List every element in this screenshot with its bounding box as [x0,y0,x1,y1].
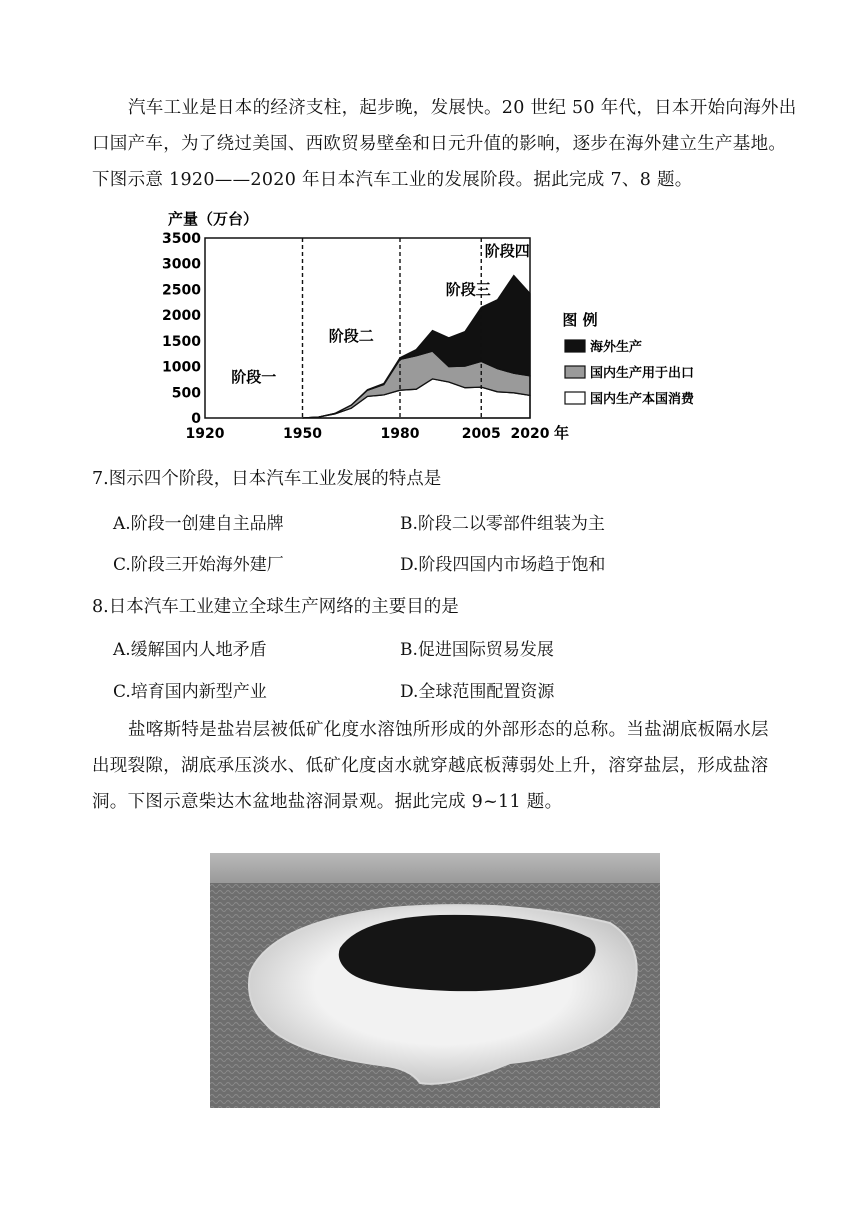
intro1-line3: 下图示意 1920——2020 年日本汽车工业的发展阶段。据此完成 7、8 题。 [92,170,693,190]
question-8-stem: 8.日本汽车工业建立全球生产网络的主要目的是 [92,597,459,617]
intro-paragraph-cars [92,90,797,198]
salt-cave-photo [210,853,660,1108]
car-production-chart [160,200,695,450]
question-7-option-d: D.阶段四国内市场趋于饱和 [400,555,606,575]
y-tick-label: 3000 [162,256,201,273]
question-8-option-b: B.促进国际贸易发展 [400,640,554,660]
intro-paragraph-salt-karst [92,712,792,820]
intro2-line2: 出现裂隙，湖底承压淡水、低矿化度卤水就穿越底板薄弱处上升，溶穿盐层，形成盐溶 [92,756,769,776]
y-tick-label: 500 [171,385,201,402]
intro1-line2: 口国产车，为了绕过美国、西欧贸易壁垒和日元升值的影响，逐步在海外建立生产基地。 [92,134,787,154]
x-tick-label: 1980 [380,426,420,442]
x-tick-label: 2020 [510,426,550,442]
intro2-line1: 盐喀斯特是盐岩层被低矿化度水溶蚀所形成的外部形态的总称。当盐湖底板隔水层 [128,720,769,740]
y-tick-label: 1500 [162,333,201,350]
legend-label: 国内生产本国消费 [590,392,695,407]
y-tick-label: 0 [191,411,201,427]
x-tick-label: 1950 [283,426,322,442]
y-tick-label: 3500 [162,231,201,247]
question-7-option-a: A.阶段一创建自主品牌 [113,514,284,534]
y-tick-label: 1000 [162,359,201,376]
stage-label: 阶段四 [484,242,530,260]
legend-label: 国内生产用于出口 [590,366,695,381]
stage-label: 阶段三 [445,280,491,299]
x-tick-label: 1920 [185,426,225,442]
question-8-option-c: C.培育国内新型产业 [113,682,267,702]
x-tick-label: 2005 [461,426,501,442]
question-7-stem: 7.图示四个阶段，日本汽车工业发展的特点是 [92,469,442,489]
y-tick-label: 2500 [162,282,201,299]
legend-title: 图 例 [562,311,598,329]
legend-label: 海外生产 [590,340,643,355]
legend-swatch [565,340,585,352]
y-axis-label: 产量（万台） [168,210,259,228]
question-7-option-c: C.阶段三开始海外建厂 [113,555,284,575]
question-8-option-d: D.全球范围配置资源 [400,682,555,702]
x-axis-unit: 年 [554,424,570,442]
y-tick-label: 2000 [162,308,201,325]
stage-label: 阶段一 [231,368,277,386]
question-8-option-a: A.缓解国内人地矛盾 [113,640,267,660]
intro2-line3: 洞。下图示意柴达木盆地盐溶洞景观。据此完成 9~11 题。 [92,792,563,812]
question-7-option-b: B.阶段二以零部件组装为主 [400,514,605,534]
stage-label: 阶段二 [328,326,374,345]
legend-swatch [565,392,585,404]
intro1-line1: 汽车工业是日本的经济支柱，起步晚，发展快。20 世纪 50 年代，日本开始向海外出 [128,98,797,118]
legend-swatch [565,366,585,378]
